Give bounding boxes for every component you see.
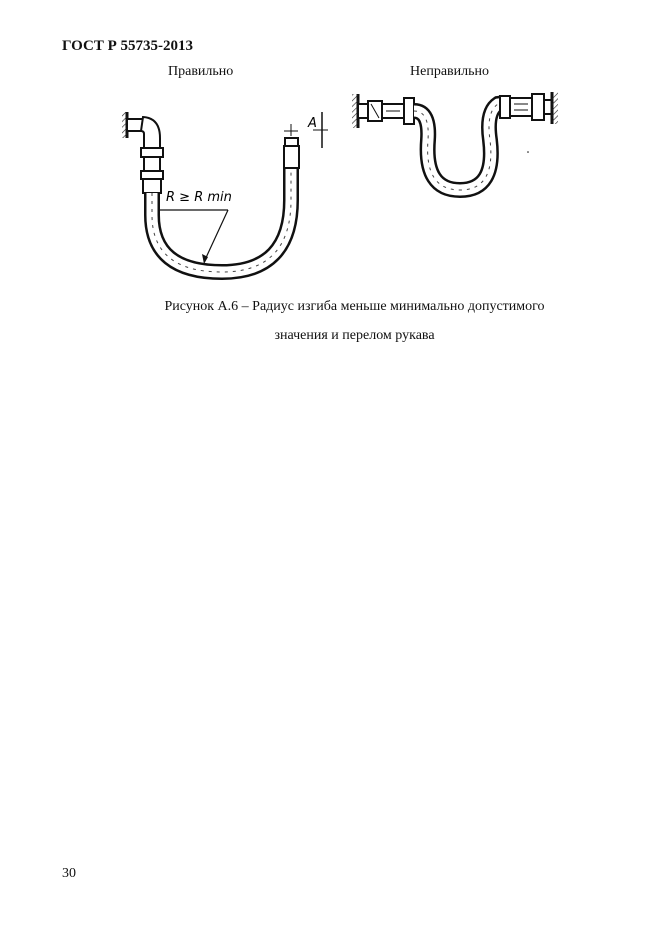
hose-bend-figure	[0, 0, 661, 300]
radius-label: R ≥ R min	[166, 190, 232, 205]
document-header: ГОСТ Р 55735-2013	[62, 38, 194, 54]
page-number: 30	[62, 866, 76, 881]
incorrect-installation-drawing	[352, 92, 558, 190]
label-correct: Правильно	[168, 64, 234, 79]
label-incorrect: Неправильно	[410, 64, 489, 79]
view-a-label: A	[308, 116, 317, 131]
correct-installation-drawing	[122, 112, 328, 272]
figure-caption-line1: Рисунок А.6 – Радиус изгиба меньше минимально допустимого	[164, 299, 545, 314]
figure-caption-line2: значения и перелом рукава	[274, 328, 435, 343]
